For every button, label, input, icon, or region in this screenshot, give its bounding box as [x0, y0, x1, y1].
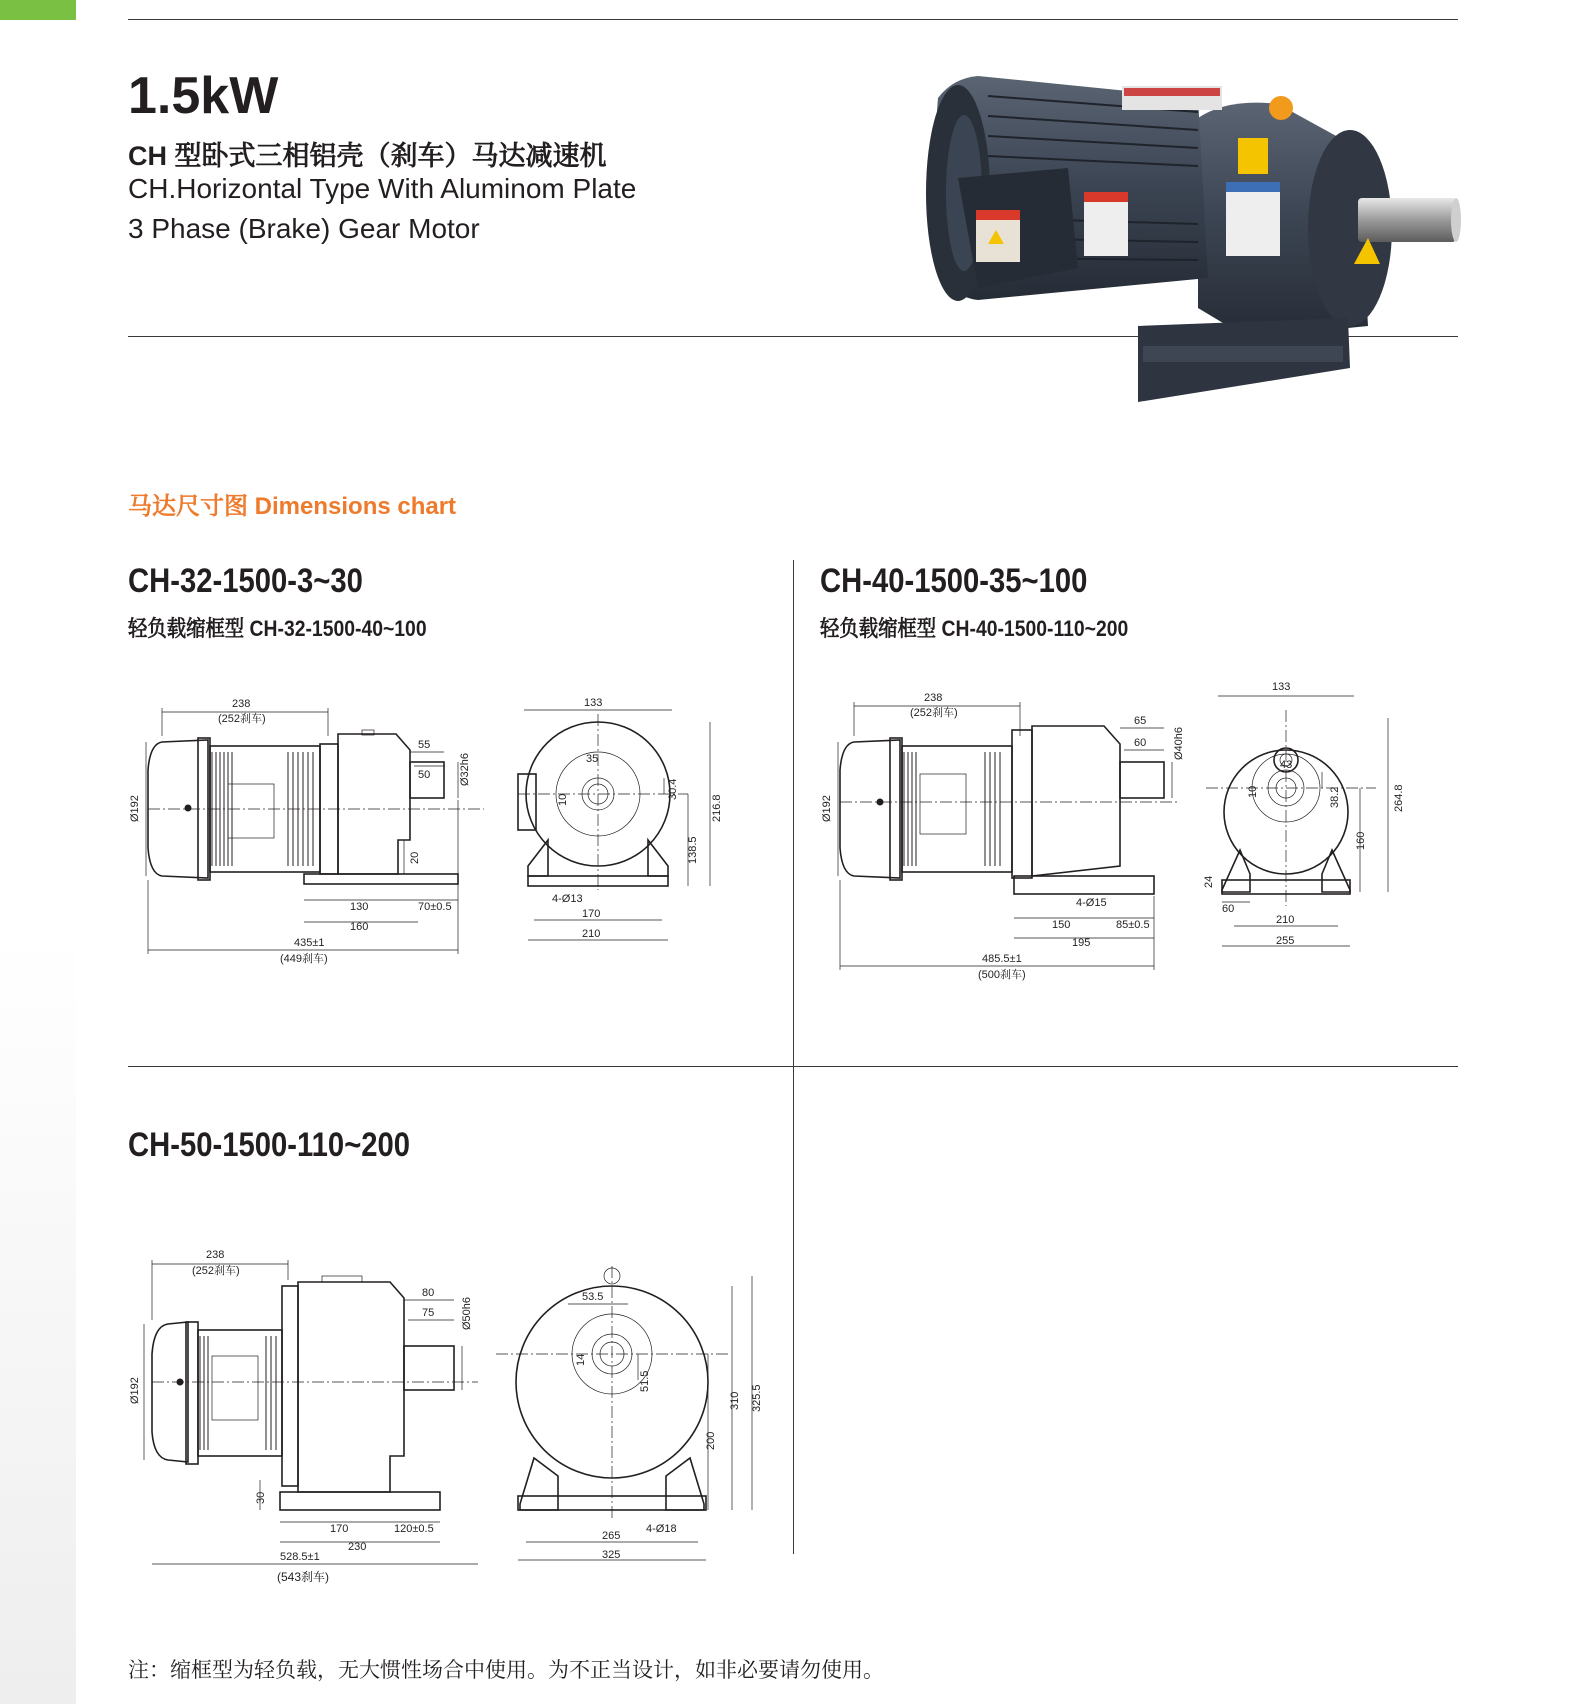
- svg-text:35: 35: [586, 753, 599, 765]
- svg-text:150: 150: [1052, 919, 1071, 931]
- svg-text:4-Ø13: 4-Ø13: [552, 893, 583, 905]
- power-rating: 1.5kW: [128, 67, 279, 125]
- svg-text:130: 130: [350, 901, 369, 913]
- svg-text:55: 55: [418, 739, 431, 751]
- svg-text:120±0.5: 120±0.5: [394, 1523, 434, 1535]
- page-margin-band: [0, 0, 76, 1704]
- dimension-drawing-3: [128, 1236, 778, 1563]
- svg-text:50: 50: [418, 769, 431, 781]
- svg-text:255: 255: [1276, 935, 1295, 947]
- svg-text:170: 170: [330, 1523, 349, 1535]
- svg-text:238: 238: [206, 1249, 225, 1261]
- svg-text:14: 14: [575, 1353, 587, 1366]
- front-view-2: [1203, 681, 1405, 947]
- svg-text:310: 310: [729, 1391, 741, 1410]
- svg-text:Ø32h6: Ø32h6: [459, 752, 471, 786]
- column-divider: [793, 560, 794, 1554]
- row-divider: [128, 1066, 1458, 1067]
- svg-text:70±0.5: 70±0.5: [418, 901, 452, 913]
- total-length-brake-3: (543刹车): [277, 1570, 330, 1584]
- gear-motor-photo: [898, 68, 1458, 406]
- svg-text:170: 170: [582, 908, 601, 920]
- front-view-3: [496, 1266, 763, 1561]
- svg-text:4-Ø15: 4-Ø15: [1076, 897, 1107, 909]
- model-title-3: CH-50-1500-110~200: [128, 1126, 411, 1164]
- svg-text:160: 160: [350, 921, 369, 933]
- svg-text:Ø192: Ø192: [821, 795, 833, 822]
- svg-text:30: 30: [255, 1491, 267, 1504]
- footnote: 注：缩框型为轻负载，无大惯性场合中使用。为不正当设计，如非必要请勿使用。: [128, 1659, 884, 1682]
- model-variant-1: 轻负载缩框型 CH-32-1500-40~100: [128, 616, 427, 641]
- svg-text:Ø192: Ø192: [129, 795, 141, 822]
- title-cn: CH 型卧式三相铝壳（刹车）马达减速机: [128, 141, 607, 171]
- dimension-drawing-1: [128, 690, 768, 980]
- svg-text:138.5: 138.5: [687, 836, 699, 864]
- side-view-2: [821, 692, 1185, 981]
- svg-text:(252刹车): (252刹车): [192, 1265, 240, 1277]
- section-title: 马达尺寸图 Dimensions chart: [128, 493, 457, 520]
- svg-text:(252刹车): (252刹车): [910, 707, 958, 719]
- svg-text:200: 200: [705, 1431, 717, 1450]
- svg-text:60: 60: [1222, 903, 1235, 915]
- title-en-line2: 3 Phase (Brake) Gear Motor: [128, 213, 480, 244]
- svg-text:38.2: 38.2: [1329, 786, 1341, 808]
- svg-text:80: 80: [422, 1287, 435, 1299]
- svg-text:(449刹车): (449刹车): [280, 953, 328, 965]
- svg-text:53.5: 53.5: [582, 1291, 604, 1303]
- model-title-2: CH-40-1500-35~100: [820, 562, 1088, 600]
- model-title-1: CH-32-1500-3~30: [128, 562, 363, 600]
- svg-text:265: 265: [602, 1530, 621, 1542]
- front-view-1: [518, 697, 723, 940]
- svg-text:Ø192: Ø192: [129, 1377, 141, 1404]
- svg-text:216.8: 216.8: [711, 794, 723, 822]
- svg-text:325: 325: [602, 1549, 621, 1561]
- svg-text:10: 10: [557, 793, 569, 806]
- svg-text:160: 160: [1355, 831, 1367, 850]
- accent-tab: [0, 0, 76, 20]
- svg-text:43: 43: [1280, 759, 1293, 771]
- svg-text:51.5: 51.5: [639, 1370, 651, 1392]
- svg-text:230: 230: [348, 1541, 367, 1553]
- svg-text:75: 75: [422, 1307, 435, 1319]
- svg-text:528.5±1: 528.5±1: [280, 1551, 320, 1563]
- svg-text:210: 210: [582, 928, 601, 940]
- title-en-line1: CH.Horizontal Type With Aluminom Plate: [128, 173, 637, 204]
- svg-text:10: 10: [1247, 785, 1259, 798]
- svg-text:485.5±1: 485.5±1: [982, 953, 1022, 965]
- svg-text:325.5: 325.5: [751, 1384, 763, 1412]
- svg-text:238: 238: [924, 692, 943, 704]
- svg-text:238: 238: [232, 698, 251, 710]
- dimension-drawing-2: [820, 670, 1460, 1000]
- svg-text:(252刹车): (252刹车): [218, 713, 266, 725]
- svg-text:210: 210: [1276, 914, 1295, 926]
- model-variant-2: 轻负载缩框型 CH-40-1500-110~200: [820, 616, 1129, 641]
- svg-text:Ø50h6: Ø50h6: [461, 1296, 473, 1330]
- svg-text:20: 20: [409, 851, 421, 864]
- svg-text:60: 60: [1134, 737, 1147, 749]
- svg-text:24: 24: [1203, 875, 1215, 888]
- svg-text:264.8: 264.8: [1393, 784, 1405, 812]
- svg-text:30.4: 30.4: [667, 778, 679, 800]
- svg-text:65: 65: [1134, 715, 1147, 727]
- svg-text:133: 133: [1272, 681, 1291, 693]
- side-view-3: [129, 1249, 478, 1564]
- svg-text:85±0.5: 85±0.5: [1116, 919, 1150, 931]
- svg-text:133: 133: [584, 697, 603, 709]
- svg-text:4-Ø18: 4-Ø18: [646, 1523, 677, 1535]
- svg-text:(500刹车): (500刹车): [978, 969, 1026, 981]
- top-rule: [128, 19, 1458, 20]
- svg-text:195: 195: [1072, 937, 1091, 949]
- svg-text:435±1: 435±1: [294, 937, 325, 949]
- side-view-1: [129, 698, 484, 965]
- svg-text:Ø40h6: Ø40h6: [1173, 726, 1185, 760]
